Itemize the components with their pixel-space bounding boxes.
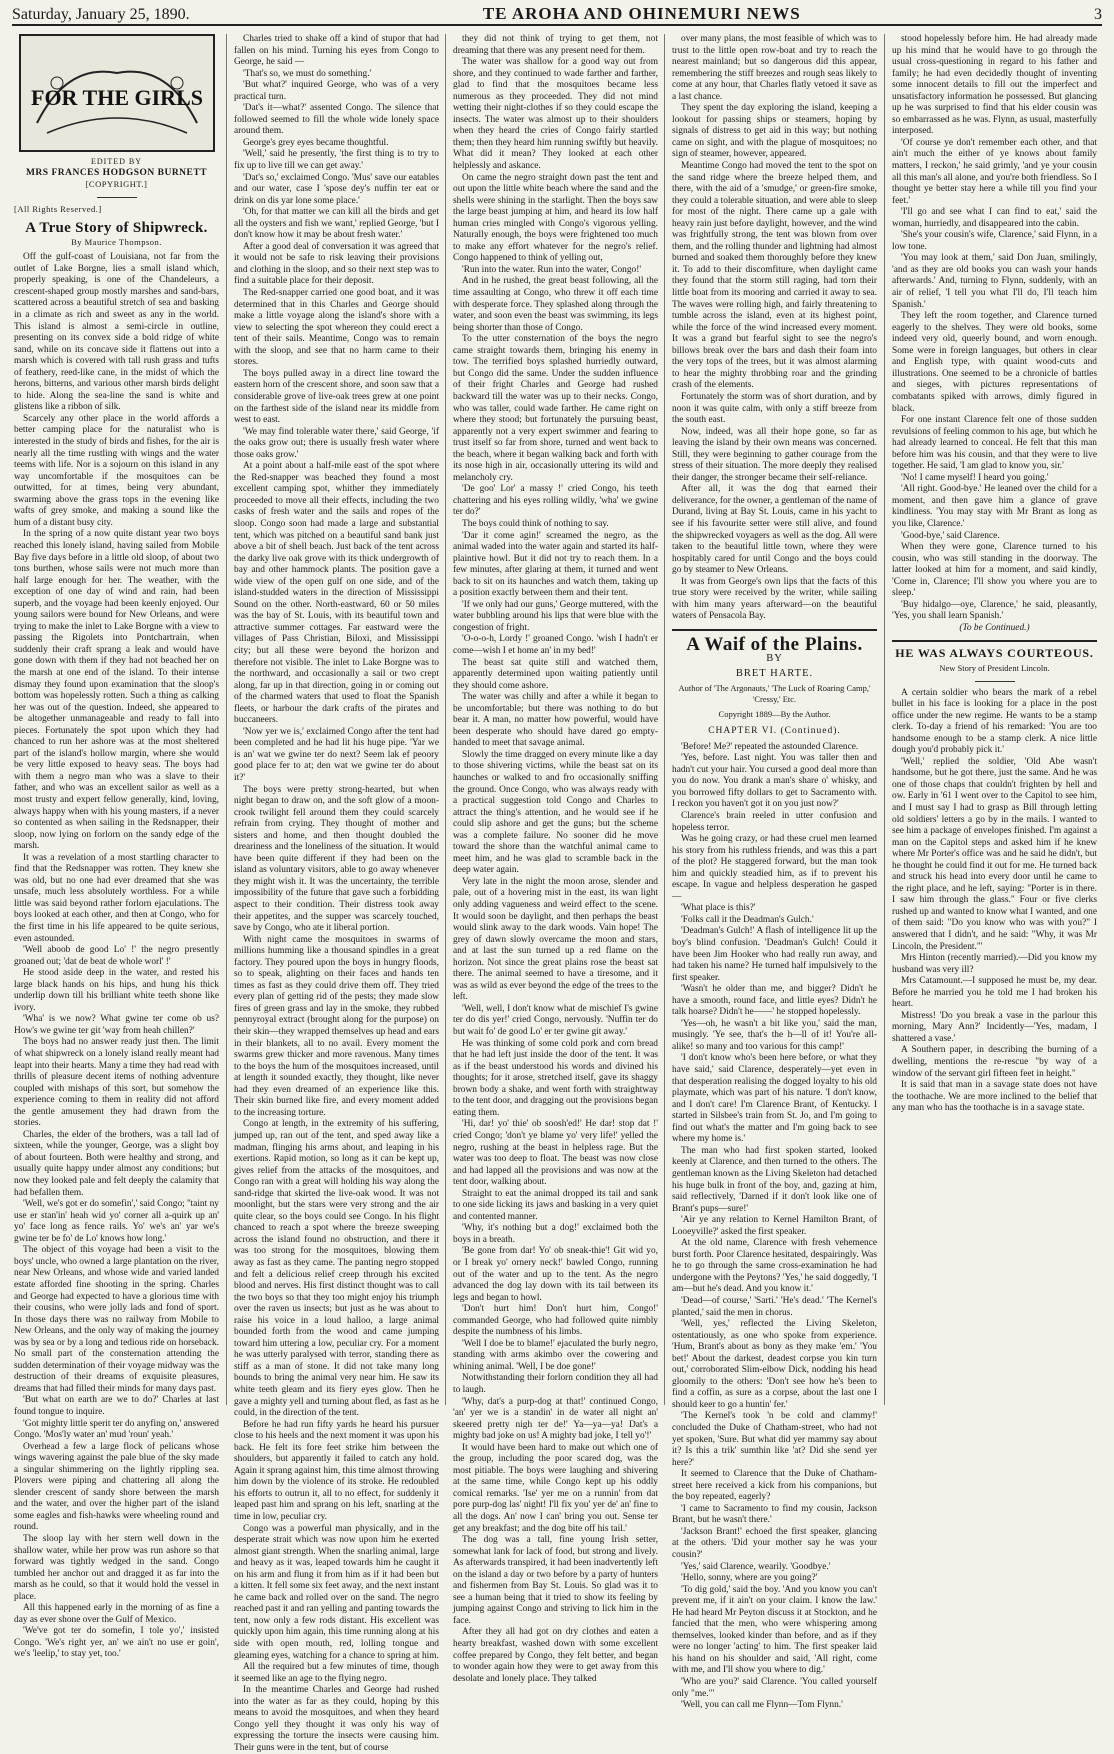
paragraph: 'Now yer we is,' exclaimed Congo after the tent had been completed and he had lit his huge pipe. 'Yar we is an' wat we gwine ter do next? Seem lak ef peoory good place fer to at; den wat we gwine ter do about it?'	[234, 726, 439, 783]
paragraph: It would have been hard to make out which one of the group, including the poor scared dog, was the most pitiable. The boys were laughing and shivering at the same time, while Congo kept up his oddly comical remarks. 'Ise' yer me on a runnin' from dat pore purp-dog las' night! I'll fix you' yer de' an' fine to all the dogs. An' now I can' bring you out. Sense ter get any breakfast; and the dog bite off his tail.'	[453, 1442, 658, 1534]
masthead-title: TE AROHA AND OHINEMURI NEWS	[482, 4, 801, 23]
paragraph: 'But what?' inquired George, who was of a very practical turn.	[234, 80, 439, 102]
paragraph: 'Be gone from dar! Yo' ob sneak-thie'! Git wid yo, or I break yo' ornery neck!' bawled Congo, running out of the water and up to the tent. As the negro advanced the dog lay down with its tail between its legs and began to howl.	[453, 1246, 658, 1303]
shipwreck-col3-body	[453, 34, 658, 1685]
paragraph: 'O-o-o-h, Lordy !' groaned Congo. 'wish I hadn't er come—wish I et home an' in my bed!'	[453, 634, 658, 656]
paragraph: The boys were pretty strong-hearted, but when night began to draw on, and the soft glow of a moon-crook twilight fell around them they could scarcely refrain from crying. They thought of mother and sisters and home, and then thought doubled the dreariness and the loneliness of the situation. It would have been quite different if they had been on the island as voluntary visitors, able to go away whenever they might wish it. It was the uncertainty, the terrible impossibility of the future that gave such a forbidding aspect to their condition. Their distress took away their appetites, and the supper was scarcely touched, save by Congo, who ate it liberal portion.	[234, 784, 439, 934]
paragraph: Off the gulf-coast of Louisiana, not far from the outlet of Lake Borgne, lies a small island which, properly speaking, is one of the Chandeleurs, a crescent-shaped group mostly marshes and sand-bars, scattered across a beautiful stretch of sea and basking in a climate as rich and sweet as any in the world. This island is almost a semi-circle in outline, presenting on its convex side a bold ridge of white sand, while on its concave side it flattens out into a marsh which is covered with tall rush grass and tufts of feathery, reed-like cane, in the midst of which the herons, bitterns, and various other marsh birds delight to hide. Along the sea-line the sand is white and glistens like a ribbon of silk.	[14, 252, 219, 413]
paragraph: The sloop lay with her stern well down in the shallow water, while her prow was run ashore so that forward was tightly wedged in the sand. Congo tumbled her anchor out and dragged it as far into the marsh as he could, so that it would hold the vessel in place.	[14, 1533, 219, 1602]
paragraph: 'She's your cousin's wife, Clarence,' said Flynn, in a low tone.	[892, 230, 1097, 252]
paragraph: For one instant Clarence felt one of those sudden revulsions of feeling common to his age, but which he had already learned to conceal. He felt that this man before him was his cousin, and that they were to live together. He said, 'I am glad to know you, sir.'	[892, 415, 1097, 472]
paragraph: 'That's so, we must do something.'	[243, 68, 372, 79]
paragraph: over many plans, the most feasible of which was to trust to the little open row-boat and try to reach the nearest mainland; but so dangerous did this appear, remembering the stiff breezes and rough seas likely to come at any hour, that Charles flatly vetoed it save as a last chance.	[672, 34, 877, 102]
paragraph: 'We've got ter do somefin, I tole yo',' insisted Congo. 'We's right yer, an' we ain't no use er goin', we's 'leelip,' to stay yet, too.'	[14, 1626, 219, 1660]
paragraph: Was he going crazy, or had these cruel men learned his story from his ruthless friends, and was this a part of the plot? He staggered forward, but the man took him and quickly steadied him, as if to prevent his escape. In vague and helpless desperation he gasped—	[672, 834, 877, 902]
paragraph: 'Got mighty little sperit ter do anyfing on,' answered Congo. 'Mos'ly water an' mud 'roun' yeah.'	[14, 1418, 219, 1441]
paragraph: they did not think of trying to get them, not dreaming that there was any present need for them.	[453, 34, 658, 56]
masthead	[12, 4, 1102, 26]
paragraph: Before he had run fifty yards he heard his pursuer close to his heels and the next moment it was upon his back. He felt its fore feet strike him between the shoulders, but apparently it failed to catch any hold. Again it sprang against him, this time almost throwing him down by the violence of its stroke. He redoubled his efforts to outrun it, all to no effect, for suddenly it leaped past him and sprang on his left, snarling at the time in low, peculiar cry.	[234, 1419, 439, 1522]
paragraph: All this happened early in the morning of as fine a day as ever shone over the Gulf of Mexico.	[14, 1603, 219, 1625]
paragraph: Scarcely any other place in the world affords a better camping place for the naturalist who is interested in the study of birds and fishes, for the air is nearly all the time rustling with wings and the water teems with life. Nor is a sojourn on this island in any way uncomfortable if the mosquitoes can be outwitted, for at times, being very abundant, swarming above the grass tops in the evening like wafts of grey smoke, and making a sound like the hum of a distant busy city.	[14, 413, 219, 528]
paragraph: They left the room together, and Clarence turned eagerly to the shelves. They were old books, some indeed very old, queerly bound, and worn enough. Some were in foreign languages, but others in clear and English type, with quaint wood-cuts and illustrations. One seemed to be a chronicle of battles and sieges, with pictures representations of combatants spiked with arrows, dimly figured in black.	[892, 311, 1097, 414]
paragraph: 'Don't hurt him! Don't hurt him, Congo!' commanded George, who had followed quite nimbly despite the numbness of his limbs.	[453, 1304, 658, 1338]
paragraph: 'Dat's it—what?' assented Congo. The silence that followed seemed to fill the whole wide lonely space around them.	[234, 103, 439, 137]
column-rule	[884, 34, 885, 1405]
paragraph: Straight to eat the animal dropped its tail and sank to one side licking its jaws and basking in a very quiet and contented manner.	[453, 1188, 658, 1222]
paragraph: Meantime Congo had moved the tent to the spot on the sand ridge where the breeze helped them, and there, with the aid of a 'smudge,' or green-fire smoke, they could a tolerable situation, and were able to sleep for most of the night. There came up a gale with heavy rain just before daylight, however, and the wind was frightfully strong, the tent was blown from over them, and the rolling thunder and lightning had almost burned and soaked them thoroughly before they knew it. To add to their discomfiture, when daylight came they found that the storm still raging, had torn their little boat from its mooring and carried it away to sea. The waves were rolling high, and fairly threatening to tumble across the island, even at its highest point, while the force of the wind increased every moment. It was a grand but fearful sight to see the negro's billows break over the bars and dash their foam into the very tops of the trees, but it was almost alarming to hear the mighty throbbing roar and the grinding crash of the elements.	[672, 161, 877, 391]
column-rule	[664, 34, 665, 1405]
waif-author: BRET HARTE.	[735, 667, 814, 679]
paragraph: 'Well,' said he presently, 'the first thing is to try to fix up to live till we can get away.'	[234, 149, 439, 172]
column-1	[14, 34, 219, 1660]
paragraph: 'Well, well, I don't know what de mischief I's gwine ter do dis yer!' cried Congo, nervously. 'Nuffin ter do but wait fo' de good Lo' er ter gwine git away.'	[453, 1003, 658, 1038]
paragraph: When they were gone, Clarence turned to his cousin, who was still standing in the doorway. The latter looked at him for a moment, and said kindly, 'Come in, Clarence; I'll show you where you are to sleep.'	[892, 542, 1097, 599]
divider	[97, 197, 137, 198]
column-rule	[445, 34, 446, 1405]
paragraph: 'Good-bye,' said Clarence.	[901, 530, 1000, 541]
paragraph: After all, it was the dog that earned their deliverance, for the owner, a gentleman of the name of Durand, living at Bay St. Louis, came in his yacht to see if his favourite setter were still alive, and found the shipwrecked voyagers as well as the dog. All were taken to the beautiful little town, where they were hospitably cared for until Congo and the boys could go by steamer to New Orleans.	[672, 484, 877, 576]
paragraph: It is said that man in a savage state does not have the toothache. We are more inclined to the belief that any man who has the toothache is in a savage state.	[892, 1080, 1097, 1114]
paragraph: 'Why, it's nothing but a dog!' exclaimed both the boys in a breath.	[453, 1223, 658, 1245]
paragraph: 'Well,' replied the soldier, 'Old Abe wasn't handsome, but he got there, just the same. And he was one of those chaps that couldn't frighten by hell and ow. Early in '61 I went over to the Capitol to see him, and I must say I had to grasp as Bill through letting old soldiers' letters a go by in the mails. I wanted to see him a package of envelopes finished. I'm against a man on the Capitol steps and asked him if he knew where Mr Porter's office was and he said he didn't, but he thought he could find it out for me. He turned back and struck his head into every door until he came to the right place, and he left, saying: "Porter is in there. I saw him through the glass." Four or five clerks rushed up and wanted to know what I wanted, and one of them said: "Do you know who was with you?" I answered that I didn't, and he said: "Why, it was Mr Lincoln, the President."'	[892, 756, 1097, 952]
paragraph: 'I came to Sacramento to find my cousin, Jackson Brant, but he wasn't there.'	[672, 1503, 877, 1526]
paragraph: 'Yes, before. Last night. You was taller then and hadn't cut your hair. You cursed a good deal more than you do now. You drank a man's share o' whisky, and you borrowed fifty dollars to get to Sacramento with. I reckon you haven't got it on you just now?'	[672, 753, 877, 810]
paragraph: Congo at length, in the extremity of his suffering, jumped up, ran out of the tent, and sped away like a madman, flinging his arms about, and leaping in his exertions. Rapid motion, so long as it can be kept up, gives relief from the attacks of the mosquitoes, and Congo ran with a great will holding his way along the sand-ridge that skirted the live-oak wood. It was not moonlight, but the stars were very strong and the air quite clear, so the boys could see Congo. In his flight chanced to reach a spot where the breeze sweeping across the island found no obstruction, and there it was too strong for the mosquitoes, blowing them away as fast as they came. The panting negro stopped and felt a delicious relief creep through his excited blood and nerves. His first distinct thought was to call the two boys so that they too might enjoy his triumph over the raven us insects; but just as he was about to raise his voice in a loud halloo, a large animal bounded forth from the wood and came jumping toward him uttering a low, peculiar cry. For a moment he was utterly paralysed with terror, standing there as stiff as a man of stone. It did not take many long bounds to bring the animal very near him. He saw its white teeth gleam and its fiery eyes glow. Then he gave a mighty yell and turning about fled, as fast as he could, in the direction of the tent.	[234, 1119, 439, 1419]
shipwreck-col1-body	[14, 252, 219, 1661]
paragraph: 'Well, yes,' reflected the Living Skeleton, ostentatiously, as one who spoke from experience. 'Hum, Brant's about as bony as they make 'em.' 'You bet!' About the darkest, deadest corpse you kin turn out,' corroborated Slim-elbow Dick, nodding his head gloomily to the others: 'Don't see how he's been to find a coffin, as sure as a corpse, about the last one I should keer to go a huntin' fer.'	[672, 1319, 877, 1410]
paragraph: 'Well I doe be to blame!' ejaculated the burly negro, standing with arms akimbo over the cowering and whining animal. 'Well, I be doe gone!'	[453, 1338, 658, 1372]
paragraph: 'Folks call it the Deadman's Gulch.'	[681, 914, 814, 925]
paragraph: 'Dar it come agin!' screamed the negro, as the animal waded into the water again and started its half-plaintive howl. But it did not try to reach them. In a few minutes, after glaring at them, it turned and went back to sit on its haunches and watch them, taking up a position exactly between them and their tent.	[453, 530, 658, 599]
paragraph: 'Deadman's Gulch!' A flash of intelligence lit up the boy's blind confusion. 'Deadman's Gulch! Could it have been Jim Hooker who had really run away, and had taken his name? He turned half impulsively to the first speaker.	[672, 926, 877, 983]
shipwreck-col2-body	[234, 34, 439, 1754]
paragraph: Now, indeed, was all their hope gone, so far as leaving the island by their own means was concerned. Still, they were beginning to gather courage from the stress of their situation. The more deeply they realised their danger, the stronger became their self-reliance.	[672, 426, 877, 483]
waif-copyright: Copyright 1889—By the Author.	[718, 708, 831, 719]
waif-title: A Waif of the Plains.	[686, 633, 863, 655]
waif-by: BY	[766, 653, 783, 665]
paragraph: Fortunately the storm was of short duration, and by noon it was quite calm, with only a stiff breeze from the south east.	[672, 391, 877, 426]
logo-text: FOR THE GIRLS	[30, 85, 203, 110]
paragraph: The boys had no answer ready just then. The limit of what shipwreck on a lonely island really meant had leapt into their hearts. Many a time they had read with thrills of pleasure decent items of nothing adventure coupled with mishaps of this sort, but somehow the experience coming to them in reality did not afford the gentle amusement they had drawn from the stories.	[14, 1037, 219, 1129]
courteous-title: HE WAS ALWAYS COURTEOUS.	[895, 646, 1094, 661]
paragraph: On came the negro straight down past the tent and out upon the little white beach where the sand and the shells were shining in the starlight. Then the boys saw the large beast jumping at him, and heard its low half human cries mingled with Congo's vigorous yelling. Naturally enough, the boys were frightened too much to make any effort whatever for the negro's relief. Congo happened to think of yelling out,	[453, 172, 658, 264]
paragraph: The beast sat quite still and watched them, apparently determined upon waiting patiently until they should come ashore.	[453, 657, 658, 691]
column-4	[672, 34, 877, 1711]
paragraph: Very late in the night the moon arose, slender and pale, out of a hovering mist in the east, its wan light only adding vagueness and weird effect to the scene. It would soon be daylight, and then perhaps the beast would slink away to the dark woods. Vain hope! The grey of dawn slowly overcame the moon and stars, and at last the sun turned up a red flame on the horizon. Not since the great plains rose the beast sat there. The animal seemed to have a tiresome, and it was as wild as ever beyond the edge of the trees to the left.	[453, 876, 658, 1003]
waif-chapter-vi: CHAPTER VI. (Continued).	[708, 726, 841, 737]
paragraph: 'Who are you?' said Clarence. 'You called yourself only "me."'	[672, 1677, 877, 1699]
paragraph: 'Jackson Brant!' echoed the first speaker, glancing at the others. 'Did your mother say he was your cousin?'	[672, 1526, 877, 1560]
masthead-date: Saturday, January 25, 1890.	[12, 6, 190, 23]
paragraph: 'The Kernel's took 'n be cold and clammy!' concluded the Duke of Chatham-street, who had not yet spoken, 'Sure. But what did yer mammy say about it? Is this a trik' sumthin like 'at? Did she send yer here?'	[672, 1411, 877, 1468]
shipwreck-byline: By Maurice Thompson.	[71, 236, 162, 247]
paragraph: After a good deal of conversation it was agreed that it would not be safe to risk leaving their provisions and clothing in the sloop, and so their next step was to find a suitable place for their deposit.	[234, 241, 439, 287]
column-2	[234, 34, 439, 1753]
paragraph: 'Wasn't he older than me, and bigger? Didn't he have a smooth, round face, and little eyes? Didn't he talk hoarse? Didn't he——' he stopped hopelessly.	[672, 984, 877, 1018]
paragraph: 'Hi, dar! yo' thie' ob soosh'ed!' He dar! stop dat !' cried Congo; 'don't ye blame yo' very life!' yelled the negro, rushing at the beast in helpless rage. But the water was too deep to float. The beast was now close and had lapped all the provisions and was now at the tent door, walking about.	[453, 1119, 658, 1188]
paragraph: 'De goo' Lor' a massy !' cried Congo, his teeth chattering and his eyes rolling wildly, 'wha' we gwine ter do?'	[453, 484, 658, 518]
paragraph: George's grey eyes became thoughtful.	[243, 137, 389, 148]
paragraph: Mistress! 'Do you break a vase in the parlour this morning, Mary Ann?' Incidently—'Yes, madam, I shattered a vase.'	[892, 1010, 1097, 1044]
paragraph: 'Run into the water. Run into the water, Congo!'	[462, 264, 642, 275]
paragraph: Notwithstanding their forlorn condition they all had to laugh.	[453, 1373, 658, 1395]
paragraph: Mrs Catamount.—I supposed he must be, my dear. Before he married you he told me I had broken his heart.	[892, 976, 1097, 1010]
paragraph: 'To dig gold,' said the boy. 'And you know you can't prevent me, if it ain't on your claim. I know the law.' He had heard Mr Peyton discuss it at Stockton, and he fancied that the men, who were whispering among themselves, looked kinder than before, and as if they were no longer 'acting' to him. The first speaker laid his hand on his shoulder and said, 'All right, come with me, and I'll show you where to dig.'	[672, 1584, 877, 1676]
paragraph: 'No! I came myself! I heard you going.'	[901, 472, 1049, 483]
paragraph: 'Well, we's got er do somefin',' said Congo; ''taint ny use er stan'in' heah wid yo' corner all a-quirk up an' yo' face long as fence rails. Yo' we's an' yar we's gwine ter be fo' de Lo' knows how long.'	[14, 1199, 219, 1244]
waif-col4-body	[672, 742, 877, 1712]
paragraph: The dog was a tall, fine young Irish setter, somewhat lank for lack of food, but strong and lively. As afterwards transpired, it had been inadvertently left on the island a day or two before by a party of hunters and fishermen from Bay St. Louis. So glad was it to see a human being that it tried to show its feeling by jumping against Congo and striving to lick him in the face.	[453, 1535, 658, 1626]
paragraph: All the required but a few minutes of time, though it seemed like an age to the flying negro.	[234, 1662, 439, 1684]
editor-name: MRS FRANCES HODGSON BURNETT	[25, 167, 208, 178]
paragraph: 'Well aboob de good Lo' !' the negro presently groaned out; 'dat de beat de whole worl' !'	[14, 945, 219, 967]
rights-notice: [All Rights Reserved.]	[14, 203, 102, 214]
paragraph: Charles, the elder of the brothers, was a tall lad of sixteen, while the younger, George, was a slight boy of about fourteen. Both were healthy and strong, and usually quite happy under almost any conditions; but now they looked pale and felt deeply the calamity that had befallen them.	[14, 1129, 219, 1198]
paragraph: A certain soldier who bears the mark of a rebel bullet in his face is looking for a place in the post office under the new regime. He wants to be a stamp clerk. To-day a friend of his remarked: 'You are too handsome enough to be a stamp clerk. A nice little dough you'd probably pick it.'	[892, 687, 1097, 756]
paragraph: It seemed to Clarence that the Duke of Chatham-street here received a kick from his companions, but the boy repeated, eagerly?	[672, 1469, 877, 1503]
column-rule	[226, 34, 227, 1405]
column-3	[453, 34, 658, 1684]
paragraph: 'Of course ye don't remember each other, and that ain't much the either of ye knows about family matters, I reckon,' he said grimly, 'and ye your cousin all this man's all alone, and you're both friendless. So I thought ye better stay here a while till you find your feet.'	[892, 137, 1097, 206]
copyright-notice: [COPYRIGHT.]	[85, 179, 148, 190]
paragraph: The Red-snapper carried one good boat, and it was determined that in this Charles and George should make a little voyage along the island's shore with a view to selecting the spot whereon they could erect a tent of their sails. Meantime, Congo was to remain with the sloop, and see that no harm came to their stores.	[234, 288, 439, 368]
divider	[975, 681, 1015, 682]
paragraph: 'Dat's so,' exclaimed Congo. 'Mus' save our eatables and our water, case I 'spose dey's nuffin ter eat or drink on dis yar lone some place.'	[234, 172, 439, 206]
paragraph: The man who had first spoken started, looked keenly at Clarence, and then turned to the others. The gentleman known as the Living Skeleton had detached his huge bulk in front of the boy, and, gazing at him, said reflectively, 'Darned if it don't look like one of Brant's pups—sure!'	[672, 1145, 877, 1214]
paragraph: A Southern paper, in describing the burning of a dwelling, mentions the re-rescue "by way of a window of the servant girl fifteen feet in height."	[892, 1045, 1097, 1079]
paragraph: In the meantime Charles and George had rushed into the water as far as they could, hoping by this means to avoid the mosquitoes, and when they heard Congo yell they thought it was only his way of expressing the torture the insects were causing him. Their guns were in the tent, but of course	[234, 1685, 439, 1753]
paragraph: 'But what on earth are we to do?' Charles at last found tongue to inquire.	[14, 1395, 219, 1417]
paragraph: Clarence's brain reeled in utter confusion and hopeless terror.	[672, 811, 877, 833]
paragraph: 'Oh, for that matter we can kill all the birds and get all the oysters and fish we want,' replied George, 'but I don't know how it may be about fresh water.'	[234, 207, 439, 241]
paragraph: In the spring of a now quite distant year two boys reached this lonely island, having sailed from Mobile Bay five days before in a little old sloop, of about two tons burthen, whose sails were not much more than half large enough for her. The weather, with the exception of one day of wind and rain, had been superb, and the voyage had been keenly enjoyed. Our young sailors were bound for New Orleans, and were trying to make the inlet to Lake Borgne with a view to passing the Rigolets into Pontchartrain, when suddenly their craft sprang a leak and would have gone down with them if they had not beached her on the marsh at one end of the island. To their intense dismay they found upon examination that the sloop's bottom was hopelessly rotten. Such a thing as calking her was out of the question. Indeed, she appeared to be altogether unmanageable and ready to fall into pieces. Fortunately the spot upon which they had chanced to run her ashore was at the most sheltered part of the island's hollow margin, where she would be very little exposed to heavy seas. The boys had with them a negro man who was a slave to their father, and who was an excellent sailor as well as a most trusty and expert fellow generally, kind, loving, always happy when with his young masters, if a never so contented as when sailing in the Redsnapper, their sloop, now lying on forlorn on the sandy edge of the marsh.	[14, 529, 219, 852]
paragraph: They spent the day exploring the island, keeping a lookout for passing ships or steamers, hoping by signals of distress to get aid in this way; but nothing came on sight, and with the plague of mosquitoes; no sign of steamer, however, appeared.	[672, 103, 877, 160]
paragraph: 'What place is this?'	[681, 903, 756, 914]
shipwreck-title: A True Story of Shipwreck.	[25, 220, 208, 237]
paragraph: 'Hello, sonny, where are you going?'	[681, 1573, 818, 1584]
courteous-subtitle: New Story of President Lincoln.	[939, 662, 1050, 673]
paragraph: 'We may find tolerable water there,' said George, 'if the oaks grow out; there is usually fresh water where those oaks grow.'	[234, 426, 439, 460]
paragraph: After they all had got on dry clothes and eaten a hearty breakfast, washed down with some excellent coffee prepared by Congo, they felt better, and began to wonder again how they were to get away from this desolate and lonely place. They talked	[453, 1627, 658, 1684]
section-divider	[892, 640, 1097, 642]
paragraph: Slowly the time dragged on every minute like a day to those shivering victims, while the beast sat on its haunches or walked to and fro occasionally sniffing the ground. Once Congo, who was always ready with a practical suggestion told Congo and Charles to attract the thing's attention, and he would see if he could slip ashore and get the guns; but the scheme was a complete failure. No sooner did he move toward the shore than the watchful animal came to meet him, and he was glad to scramble back in the deep water again.	[453, 749, 658, 876]
paragraph: The boys pulled away in a direct line toward the eastern horn of the crescent shore, and soon saw that a considerable grove of live-oak trees grew at one point on the farthest side of the island near its middle from west to east.	[234, 368, 439, 426]
paragraph: At a point about a half-mile east of the spot where the Red-snapper was beached they found a most excellent camping spot, whither they immediately proceeded to move all their effects, including the two casks of fresh water and the sails and ropes of the sloop. Congo soon had made a large and substantial tent, which was pitched on a beautiful sand bank just above a bit of shell beach. Just back of the tent across the darky live oak grove with its thick undergrowth of bay and other hammock plants. The position gave a wide view of the open gulf on one side, and of the island-studded waters in the direction of Mississippi Sound on the other. North-eastward, 60 or 50 miles was the bay of St. Louis, with its beautiful town and attractive summer cottages. Far eastward were the villages of Pass Christian, Biloxi, and Mississippi city; but all these were beyond the horizon and therefore not visible. The inlet to Lake Borgne was to the northward, and occasionally a sail or two crept along, far up in that direction, going in or coming out of the charmed waters that used to float the Spanish fleets, or harbour the dark crafts of the pirates and buccaneers.	[234, 461, 439, 726]
paragraph: 'Dead—of course,' 'Sarti.' 'He's dead.' 'The Kernel's planted,' said the men in chorus.	[672, 1295, 877, 1318]
column-5	[892, 34, 1097, 1405]
waif-author-of: Author of 'The Argonauts,' 'The Luck of Roaring Camp,' 'Cressy,' Etc.	[678, 682, 871, 705]
paragraph: 'Air ye any relation to Kernel Hamilton Brant, of Looeyville?' asked the first speaker.	[672, 1215, 877, 1237]
paragraph: To the utter consternation of the boys the negro came straight towards them, bringing his enemy in tow. The terrified boys splashed hurriedly outward, but Congo did the same. Under the sudden influence of their fright Charles and George had rushed backward till the water was up to their necks. Congo, who was taller, could wade farther. He came right on where they stood; but fortunately the pursuing beast, apparently not a very expert swimmer and fearing to trust itself so far from shore, turned and went back to the beach, where it began walking back and forth with its nose high in air, occasionally uttering its wild and melancholy cry.	[453, 334, 658, 483]
paragraph: 'Yes—oh, he wasn't a bit like you,' said the man, musingly. 'Ye see, that's the h—ll of it! You're all-alike! so many and too various for this camp!'	[672, 1018, 877, 1052]
paragraph: 'Well, you can call me Flynn—Tom Flynn.'	[681, 1700, 843, 1711]
paragraph: stood hopelessly before him. He had already made up his mind that he would have to go through the usual cross-questioning in regard to his father and family; he had even decidedly thought of inventing some innocent details to fill out the imperfect and unsatisfactory information he possessed. But glancing up he was surprised to find that his elder cousin was so embarrassed as he was. Flynn, as usual, masterfully interposed.	[892, 34, 1097, 137]
paragraph: It was from George's own lips that the facts of this true story were received by the writer, while sailing with him many years afterward—on the beautiful waters of Pensacola Bay.	[672, 576, 877, 622]
paragraph: Charles tried to shake off a kind of stupor that had fallen on his mind. Turning his eyes from Congo to George, he said —	[234, 34, 439, 68]
decorative-logo-icon	[27, 43, 207, 143]
paragraph: 'Why, dat's a purp-dog at that!' continued Congo, 'an' yer we is a standin' in de water all night an' skeered pretty nigh ter de!' Ya—ya—ya! Dat's a mighty bad joke on us! A mighty bad joke, I tell yo'!'	[453, 1396, 658, 1442]
paragraph: 'I'll go and see what I can find to eat,' said the woman, hurriedly, and disappeared into the cabin.	[892, 207, 1097, 229]
courteous-body	[892, 688, 1097, 1115]
paragraph: 'Wha' is we now? What gwine ter come ob us? How's we gwine ter git 'way from heah chillen?'	[14, 1014, 219, 1036]
page-number: 3	[1094, 6, 1102, 23]
shipwreck-col4-body	[672, 34, 877, 623]
paragraph: 'Yes,' said Clarence, wearily. 'Goodbye.'	[681, 1561, 831, 1572]
waif-col5-body	[892, 34, 1097, 623]
paragraph: 'Buy hidalgo—oye, Clarence,' he said, pleasantly, 'Yes, you shall learn Spanish.'	[892, 599, 1097, 622]
to-be-continued: (To be Continued.)	[959, 622, 1030, 633]
paragraph: The water was chilly and after a while it began to be uncomfortable; but there was nothing to do but bear it. A man, no matter how powerful, would have been desperate who should have dared go empty-handed to meet that savage animal.	[453, 692, 658, 749]
paragraph: The water was shallow for a good way out from shore, and they continued to wade farther and farther, glad to find that the mosquitoes became less numerous as they proceeded. They did not mind wetting their night-clothes if so they could escape the insects. The water was almost up to their shoulders when they heard the cries of Congo fairly startled them; then they heard him running swiftly but heavily. What did it mean? They looked at each other helplessly and askance.	[453, 57, 658, 172]
for-the-girls-logo	[19, 34, 215, 152]
paragraph: 'If we only had our guns,' George muttered, with the water bubbling around his lips that were blue with the congestion of fright.	[453, 599, 658, 633]
paragraph: Mrs Hinton (recently married).—Did you know my husband was very ill?	[892, 953, 1097, 975]
paragraph: At the old name, Clarence with fresh vehemence burst forth. Poor Clarence hesitated, despairingly. Was he to go through the same cross-examination he had undergone with the Peytons? 'Yes,' he said doggedly, 'I am—but he's dead. And you know it.'	[672, 1238, 877, 1295]
paragraph: With night came the mosquitoes in swarms of millions humming like a thousand spindles in a great factory. They poured upon the boys in hungry floods, so to speak, alighting on their faces and hands ten times as fast as they could drive them off. They tried every plan of getting rid of the pests; they made slow fires of green grass and lay in the smoke, they rubbed pennyroyal extract (brought along for the purpose) on their skin—they wrapped themselves up head and ears in their blankets, all to no avail. Every moment the swarms grew thicker and more ravenous. Many times to the boys the hum of the mosquitoes increased, until at length it sounded exactly, they thought, like never had they even dreamed of an experience like this. Their skin burned like fire, and every moment added to the increasing torture.	[234, 934, 439, 1118]
paragraph: He stood aside deep in the water, and rested his large black hands on his hips, and hung his thick underlip down till his brilliant white teeth shone like ivory.	[14, 968, 219, 1013]
paragraph: 'You may look at them,' said Don Juan, smilingly, 'and as they are old books you can wash your hands afterwards.' And, turning to Flynn, suddenly, with an air of relief, 'I tell you what I'll do, I'll teach him Spanish.'	[892, 253, 1097, 310]
paragraph: It was a revelation of a most startling character to find that the Redsnapper was rotten. They knew she was old, but no one had ever dreamed that she was unsafe, much less absolutely worthless. For a while little was said beyond rather forlorn ejaculations. The boys looked at each other, and then at Congo, who for the first time in his life appeared to be quite serious, even astounded.	[14, 852, 219, 944]
paragraph: Congo was a powerful man physically, and in the desperate strait which was now upon him he exerted almost giant strength. When the snarling animal, large and heavy as it was, leaped towards him he caught it on his arm and flung it from him as if it had been but a kitten. It fell some six feet away, and the next instant he came back and rolled over on the sand. The negro reached past it and ran yelling and panting towards the tent, now only a few rods distant. His excellent was quickly upon him again, this time running along at his side with open mouth, red, lolling tongue and gleaming eyes, watching for a chance to spring at him.	[234, 1523, 439, 1661]
paragraph: And in he rushed, the great beast following, all the time assaulting at Congo, who threw it off each time with desperate force. They splashed along through the water, and soon even the beast was swimming, its legs being shorter than those of Congo.	[453, 276, 658, 333]
paragraph: He was thinking of some cold pork and corn bread that he had left just inside the door of the tent. It was as if the beast understood his words and divined his thoughts; for it arose, stretched itself, gave its shaggy brown body a shake, and went forth with straightway to the tent door, and dragging out the provisions began eating them.	[453, 1038, 658, 1118]
paragraph: 'All right. Good-bye.' He leaned over the child for a moment, and then gave him a glance of grave kindliness. 'You may stay with Mr Brant as long as you like, Clarence.'	[892, 484, 1097, 529]
paragraph: Overhead a few a large flock of pelicans whose wings wavering against the pale blue of the sky made a singular shimmering on the lightly rippling sea. Plovers were piping and chattering all along the slender crescent of sandy shore between the marsh and the water, and over the higher part of the island some eagles and fish-hawks were wheeling round and round.	[14, 1441, 219, 1533]
paragraph: The object of this voyage had been a visit to the boys' uncle, who owned a large plantation on the river, near New Orleans, and whose wide and varied landed estate afforded fine shooting in the spring. Charles and George had expected to have a glorious time with their cousins, who were jolly lads and fond of sport. In those days there was no railway from Mobile to New Orleans, and the only way of making the journey was by sea or by a long and tedious ride on horseback. No small part of the consternation attending the sudden determination of their voyage midway was the destruction of their dreams of exquisite pleasures, dreams that had filled their minds for many days past.	[14, 1245, 219, 1394]
paragraph: 'Before! Me?' repeated the astounded Clarence.	[681, 741, 859, 752]
section-divider	[672, 629, 877, 631]
paragraph: The boys could think of nothing to say.	[462, 518, 609, 529]
edited-by: EDITED BY	[91, 157, 142, 166]
paragraph: 'I don't know who's been here before, or what they have said,' said Clarence, desperately—yet even in that desperation realising the dogged loyalty to his old playmate, which was part of his nature. 'I don't know, and I don't care! I'm Clarence Brant, of Kentucky. I started in Silsbee's train from St. Jo, and I'm going to find out what's the matter and I'm going back to see where my home is.'	[672, 1053, 877, 1145]
